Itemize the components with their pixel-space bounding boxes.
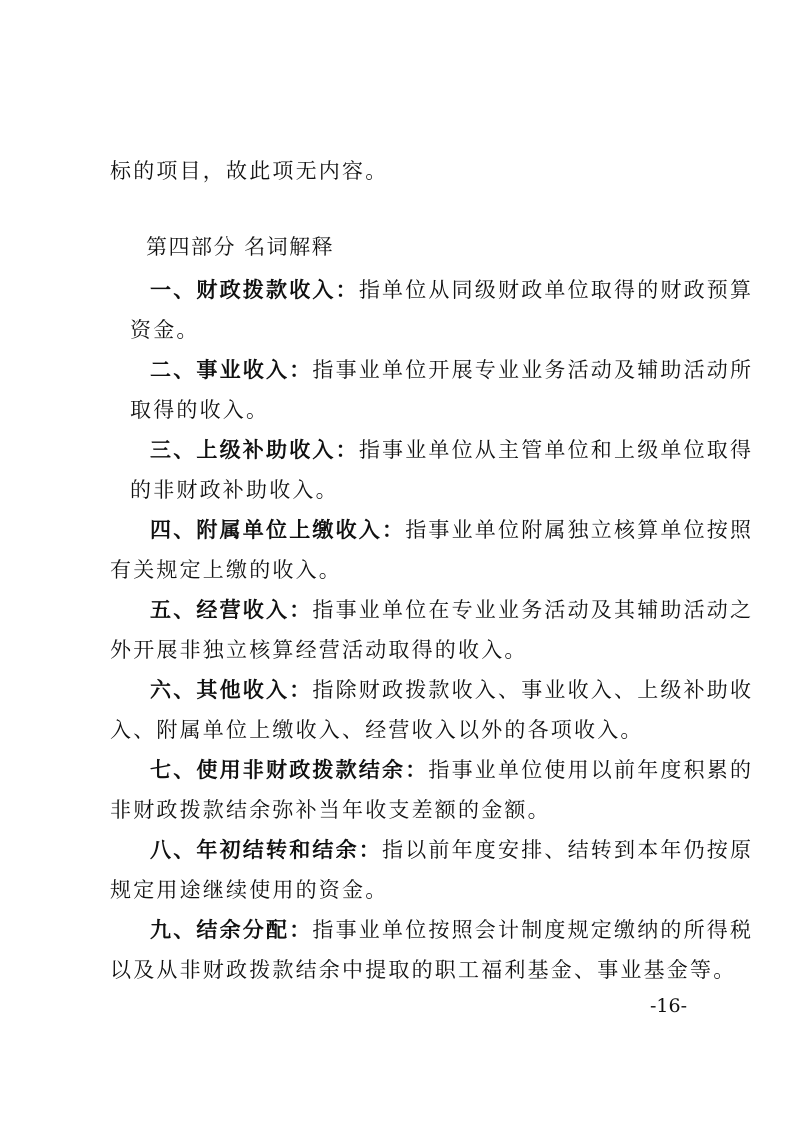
definition-8-text: 指以前年度安排、结转到本年仍按原 (382, 838, 754, 862)
definition-5-line1 (150, 596, 753, 624)
definition-1-term: 一、财政拨款收入： (150, 278, 359, 302)
definition-3-line2: 的非财政补助收入。 (130, 478, 339, 502)
definition-2-line2: 取得的收入。 (130, 398, 270, 422)
definition-5-line2: 外开展非独立核算经营活动取得的收入。 (110, 638, 528, 662)
definition-8-line1 (150, 836, 753, 864)
definition-4-line1 (150, 516, 753, 544)
definition-6-term: 六、其他收入： (150, 678, 313, 702)
section-heading: 第四部分 名词解释 (146, 235, 335, 259)
definition-8-term: 八、年初结转和结余： (150, 838, 382, 862)
definition-2-line1 (150, 356, 753, 384)
definition-3-line1 (150, 436, 753, 464)
definition-1-text: 指单位从同级财政单位取得的财政预算 (358, 278, 754, 302)
page-number: -16- (650, 995, 688, 1017)
definition-2-text: 指事业单位开展专业业务活动及辅助活动所 (312, 358, 754, 382)
intro-continuation-text: 标的项目，故此项无内容。 (110, 159, 389, 183)
definition-8-line2: 规定用途继续使用的资金。 (110, 878, 389, 902)
definition-9-text: 指事业单位按照会计制度规定缴纳的所得税 (312, 918, 754, 942)
definition-3-text: 指事业单位从主管单位和上级单位取得 (358, 438, 754, 462)
definition-9-line2: 以及从非财政拨款结余中提取的职工福利基金、事业基金等。 (110, 958, 737, 982)
definition-4-term: 四、附属单位上缴收入： (150, 518, 406, 542)
definition-4-text: 指事业单位附属独立核算单位按照 (405, 518, 754, 542)
definition-7-term: 七、使用非财政拨款结余： (150, 758, 429, 782)
definition-2-term: 二、事业收入： (150, 358, 313, 382)
definition-9-term: 九、结余分配： (150, 918, 313, 942)
definition-6-text: 指除财政拨款收入、事业收入、上级补助收 (312, 678, 754, 702)
definition-5-text: 指事业单位在专业业务活动及其辅助活动之 (312, 598, 754, 622)
definition-1-line2: 资金。 (130, 318, 200, 342)
definition-3-term: 三、上级补助收入： (150, 438, 359, 462)
definition-1-line1 (150, 276, 753, 304)
definition-7-line1 (150, 756, 753, 784)
definition-4-line2: 有关规定上缴的收入。 (110, 558, 342, 582)
definition-9-line1 (150, 916, 753, 944)
definition-6-line1 (150, 676, 753, 704)
definition-7-text: 指事业单位使用以前年度积累的 (428, 758, 754, 782)
definition-7-line2: 非财政拨款结余弥补当年收支差额的金额。 (110, 798, 551, 822)
definition-6-line2: 入、附属单位上缴收入、经营收入以外的各项收入。 (110, 718, 644, 742)
definition-5-term: 五、经营收入： (150, 598, 313, 622)
